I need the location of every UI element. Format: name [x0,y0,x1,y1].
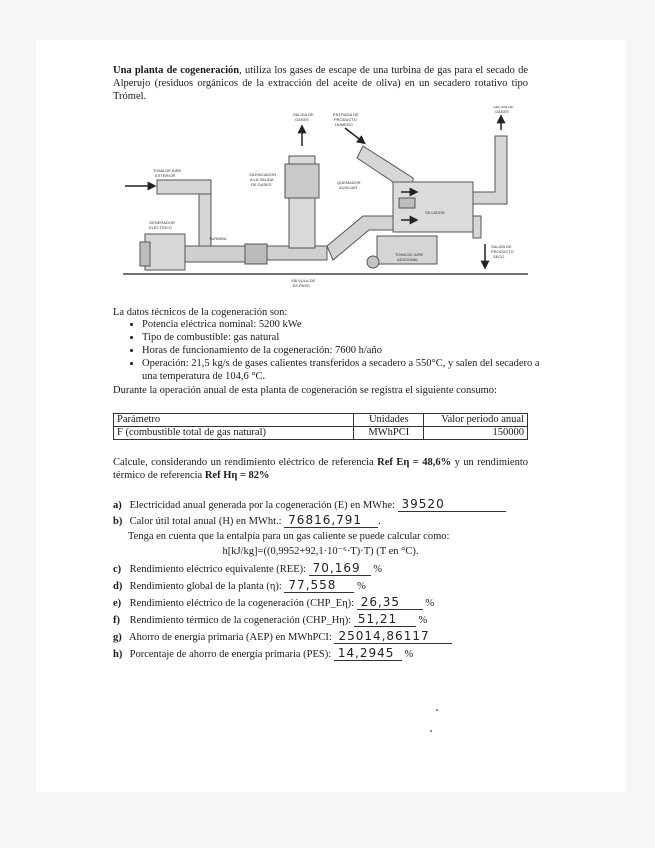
question-letter: e) [113,598,122,609]
label-toma-aire-adicional: TOMA DE AIRE ADICIONAL [395,252,424,262]
answer-suffix: % [425,598,435,609]
table-header: Unidades [354,414,424,427]
intro-rest: , utiliza los gases de escape de una turbina de gas para el secado de Alperujo (residuos orgánicos de la extracción del aceite de oliva) en un secadero rotativo tipo Trómel. [113,65,528,102]
specs-list [128,318,542,383]
answer-field[interactable]: 25014,86117 [334,630,452,644]
table-cell: F (combustible total de gas natural) [114,427,354,440]
question-g [113,630,533,644]
consumption-intro: Durante la operación anual de esta planta de cogeneración se registra el siguiente consumo: [113,385,497,396]
calculation-prompt [113,456,528,482]
question-letter: a) [113,500,122,511]
label-salida-producto: SALIDA DE PRODUCTO SECO [491,244,514,259]
question-text: Rendimiento eléctrico de la cogeneración (CHP_Eη): [129,598,355,609]
label-toma-aire-exterior: TOMA DE AIRE EXTERIOR [153,168,182,178]
answer-field[interactable]: 26,35 [357,596,423,610]
question-e [113,596,533,610]
answer-suffix: % [357,581,366,592]
label-silenciador: SILENCIADOR A LA SALIDA DE GASES [249,172,277,187]
question-letter: d) [113,581,123,592]
cogeneration-diagram [113,106,528,294]
spec-item: • Tipo de combustible: gas natural [142,331,542,344]
enthalpy-formula: h[kJ/kg]=((0,9952+92,1·10⁻⁶·T)·T) (T en °C). [222,546,419,557]
answer-suffix: . [378,516,381,527]
answer-field[interactable]: 39520 [398,498,506,512]
label-secador: SECADOR [425,210,445,215]
answer-field[interactable]: 51,21 [354,613,416,627]
section-title: La datos técnicos de la cogeneración son: [113,307,288,318]
answer-suffix: % [404,649,414,660]
label-valvula-bypass: VÁLVULA DE BY-PASS [291,278,316,288]
question-c [113,562,533,576]
question-text: Rendimiento térmico de la cogeneración (CHP_Hη): [129,615,352,626]
intro-paragraph [113,64,528,103]
ref-thermal: Ref Hη = 82% [204,470,270,481]
spec-item: • Operación: 21,5 kg/s de gases calientes transferidos a secadero a 550°C, y salen del secadero a una temperatura de 104,6 °C. [142,357,542,383]
answer-suffix: % [418,615,428,626]
question-text: Porcentaje de ahorro de energía primaria (PES): [129,649,332,660]
label-quemador: QUEMADOR AUXILIAR [337,180,361,190]
question-b [113,514,533,528]
scan-speck [430,730,432,732]
ref-electric: Ref Eη = 48,6% [377,457,452,468]
question-letter: f) [113,615,120,626]
enthalpy-note: Tenga en cuenta que la entalpía para un gas caliente se puede calcular como: [128,531,450,542]
table-row [114,427,528,440]
question-text: Electricidad anual generada por la cogeneración (E) en MWhe: [129,500,395,511]
answer-field[interactable]: 14,2945 [334,647,402,661]
question-d [113,579,533,593]
label-entrada-producto: ENTRADA DE PRODUCTO HUMEDO [333,112,359,127]
label-turbina: TURBINA [209,236,227,241]
answer-field[interactable]: 77,558 [284,579,354,593]
scan-speck [436,709,438,711]
question-a [113,498,533,512]
question-letter: b) [113,516,123,527]
question-letter: g) [113,632,122,643]
question-letter: c) [113,564,122,575]
parameters-table [113,413,528,440]
question-text: Calor útil total anual (H) en MWht.: [129,516,282,527]
answer-field[interactable]: 76816,791 [284,514,378,528]
label-generador: GENERADOR ELÉCTRICO [149,220,175,230]
spec-item: • Horas de funcionamiento de la cogeneración: 7600 h/año [142,344,542,357]
question-text: Rendimiento eléctrico equivalente (REE): [129,564,307,575]
spec-item: • Potencia eléctrica nominal: 5200 kWe [142,318,542,331]
question-f [113,613,533,627]
question-text: Rendimiento global de la planta (η): [129,581,282,592]
question-text: Ahorro de energía primaria (AEP) en MWhPCI: [129,632,332,643]
table-header-row [114,414,528,427]
intro-bold: Una planta de cogeneración [113,65,240,76]
calc-text: y un rendimiento térmico de referencia [113,457,528,481]
answer-field[interactable]: 70,169 [309,562,371,576]
label-salida-gases-2: SALIDA DE GASES [493,106,514,114]
label-salida-gases: SALIDA DE GASES [293,112,314,122]
calc-text: Calcule, considerando un rendimiento eléctrico de referencia [113,457,378,468]
table-header: Parámetro [114,414,354,427]
table-cell: MWhPCI [354,427,424,440]
table-header: Valor periodo anual [424,414,528,427]
question-h [113,647,533,661]
answer-suffix: % [373,564,383,575]
table-cell: 150000 [424,427,528,440]
question-letter: h) [113,649,123,660]
